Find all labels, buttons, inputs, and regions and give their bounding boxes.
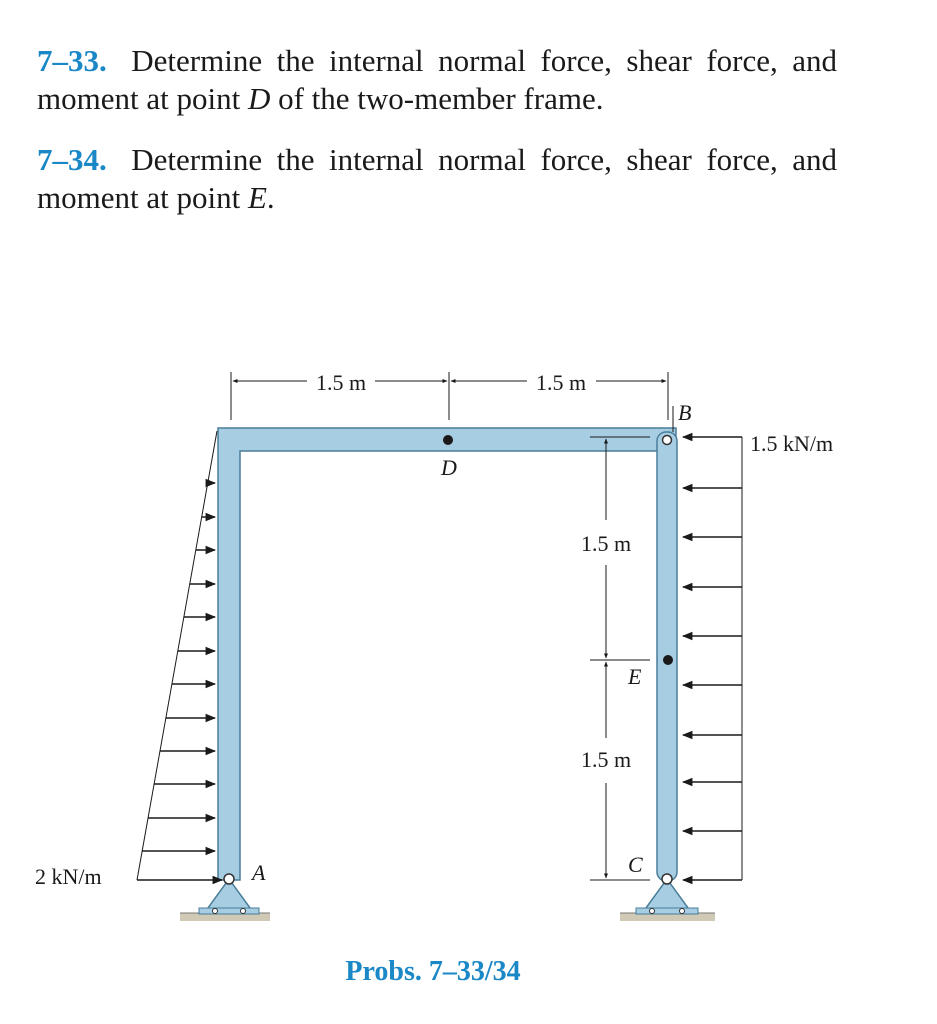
problem-point: D: [247, 81, 271, 116]
pin-a: [224, 874, 234, 884]
distributed-load-right: [683, 437, 742, 880]
problem-text-end: .: [266, 180, 275, 215]
label-a: A: [252, 860, 266, 885]
label-d: D: [441, 455, 457, 480]
dimension-label-top-right: 1.5 m: [535, 370, 587, 395]
figure-caption: Probs. 7–33/34: [345, 956, 521, 987]
load-label-left: 2 kN/m: [35, 864, 102, 889]
label-e: E: [628, 664, 642, 689]
dimension-label-top-left: 1.5 m: [315, 370, 367, 395]
load-label-right: 1.5 kN/m: [750, 431, 834, 456]
pin-c: [662, 874, 672, 884]
problem-text-end: of the two-member frame.: [278, 81, 604, 116]
dimension-label-right-upper: 1.5 m: [580, 531, 632, 556]
dimension-label-right-lower: 1.5 m: [580, 747, 632, 772]
pin-b: [663, 436, 672, 445]
problem-text: Determine the internal normal force, shear force, and moment at point: [37, 43, 838, 116]
problem-number: 7–33.: [37, 43, 107, 78]
problem-text: Determine the internal normal force, shear force, and moment at point: [37, 142, 838, 215]
distributed-load-left: [137, 431, 222, 880]
dimension-right: [590, 437, 650, 880]
label-b: B: [678, 400, 692, 425]
dimension-top: [231, 372, 668, 420]
member-ab: [218, 428, 676, 880]
problem-point: E: [247, 180, 267, 215]
label-c: C: [628, 852, 643, 877]
problem-number: 7–34.: [37, 142, 107, 177]
point-d-marker: [443, 435, 453, 445]
point-e-marker: [663, 655, 673, 665]
